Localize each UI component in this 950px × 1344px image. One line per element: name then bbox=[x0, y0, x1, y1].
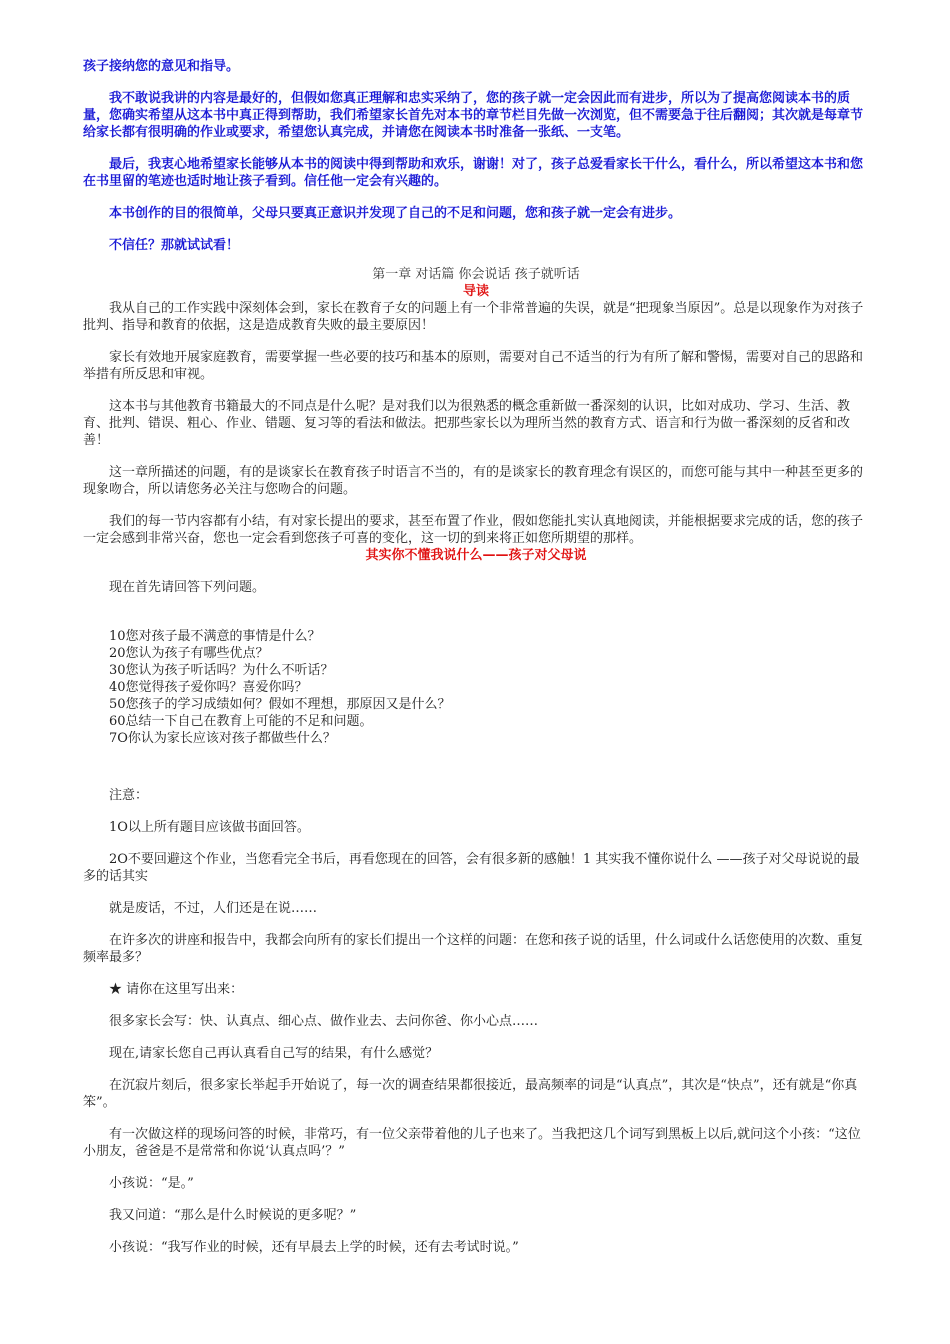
body-paragraph: 我从自己的工作实践中深刻体会到，家长在教育子女的问题上有一个非常普遍的失误，就是“把现象当原因”。总是以现象作为对孩子批判、指导和教育的依据，这是造成教育失败的最主要原因！ bbox=[83, 301, 864, 333]
dialogue-line: 小孩说：“我写作业的时候，还有早晨去上学的时候，还有去考试时说。” bbox=[109, 1240, 519, 1255]
note-paragraph: 很多家长会写：快、认真点、细心点、做作业去、去问你爸、你小心点…… bbox=[109, 1014, 539, 1029]
note-paragraph: 2O不要回避这个作业，当您看完全书后，再看您现在的回答，会有很多新的感触！1 其实我不懂你说什么 ——孩子对父母说说的最多的话其实 bbox=[83, 852, 860, 884]
blue-paragraph: 最后，我衷心地希望家长能够从本书的阅读中得到帮助和欢乐，谢谢！对了，孩子总爱看家长干什么，看什么，所以希望这本书和您在书里留的笔迹也适时地让孩子看到。信任他一定会有兴趣的。 bbox=[83, 157, 864, 189]
note-paragraph: 在许多次的讲座和报告中，我都会向所有的家长们提出一个这样的问题：在您和孩子说的话里，什么词或什么话您使用的次数、重复频率最多？ bbox=[83, 933, 864, 965]
blue-paragraph: 我不敢说我讲的内容是最好的，但假如您真正理解和忠实采纳了，您的孩子就一定会因此而有进步，所以为了提高您阅读本书的质量，您确实希望从这本书中真正得到帮助，我们希望家长首先对本书的章节栏目先做一次浏览，但不需要急于往后翻阅；其次就是每章节给家长都有很明确的作业或要求，希望您认真完成，并请您在阅读本书时准备一张纸、一支笔。 bbox=[83, 91, 864, 140]
question-item: 60总结一下自己在教育上可能的不足和问题。 bbox=[109, 714, 373, 729]
question-item: 40您觉得孩子爱你吗？喜爱你吗？ bbox=[109, 680, 308, 695]
question-list bbox=[83, 628, 869, 747]
note-paragraph: 1O以上所有题目应该做书面回答。 bbox=[109, 820, 310, 835]
body-paragraph: 我们的每一节内容都有小结，有对家长提出的要求，甚至布置了作业，假如您能扎实认真地阅读，并能根据要求完成的话，您的孩子一定会感到非常兴奋，您也一定会看到您孩子可喜的变化，这一切的到来将正如您所期望的那样。 bbox=[83, 514, 864, 546]
star-prompt: ★ 请你在这里写出来： bbox=[109, 982, 244, 997]
note-paragraph: 就是废话，不过，人们还是在说…… bbox=[109, 901, 318, 916]
question-item: 50您孩子的学习成绩如何？假如不理想，那原因又是什么？ bbox=[109, 697, 451, 712]
question-item: 10您对孩子最不满意的事情是什么？ bbox=[109, 629, 321, 644]
note-label: 注意： bbox=[109, 788, 149, 803]
body-paragraph: 家长有效地开展家庭教育，需要掌握一些必要的技巧和基本的原则，需要对自己不适当的行为有所了解和警惕，需要对自己的思路和举措有所反思和审视。 bbox=[83, 350, 864, 382]
document-page bbox=[83, 58, 869, 1256]
question-item: 30您认为孩子听话吗？为什么不听话？ bbox=[109, 663, 334, 678]
dialogue-line: 小孩说：“是。” bbox=[109, 1176, 194, 1191]
body-paragraph: 这本书与其他教育书籍最大的不同点是什么呢？是对我们以为很熟悉的概念重新做一番深刻的认识，比如对成功、学习、生活、教育、批判、错误、粗心、作业、错题、复习等的看法和做法。把那些家长以为理所当然的教育方式、语言和行为做一番深刻的反省和改善！ bbox=[83, 399, 851, 448]
question-item: 20您认为孩子有哪些优点？ bbox=[109, 646, 269, 661]
blue-paragraph: 孩子接纳您的意见和指导。 bbox=[83, 59, 240, 74]
question-item: 7O你认为家长应该对孩子都做些什么？ bbox=[109, 731, 336, 746]
guide-title: 导读 bbox=[462, 284, 489, 299]
note-paragraph: 在沉寂片刻后，很多家长举起手开始说了，每一次的调查结果都很接近，最高频率的词是“认真点”，其次是“快点”，还有就是“你真笨”。 bbox=[83, 1078, 858, 1110]
note-paragraph: 有一次做这样的现场问答的时候，非常巧，有一位父亲带着他的儿子也来了。当我把这几个词写到黑板上以后,就问这个小孩：“这位小朋友，爸爸是不是常常和你说‘认真点吗’？” bbox=[83, 1127, 861, 1159]
blue-paragraph: 本书创作的目的很简单，父母只要真正意识并发现了自己的不足和问题，您和孩子就一定会有进步。 bbox=[109, 206, 682, 221]
note-paragraph: 现在,请家长您自己再认真看自己写的结果，有什么感觉？ bbox=[109, 1046, 439, 1061]
body-paragraph: 这一章所描述的问题，有的是谈家长在教育孩子时语言不当的，有的是谈家长的教育理念有误区的，而您可能与其中一种甚至更多的现象吻合，所以请您务必关注与您吻合的问题。 bbox=[83, 465, 864, 497]
chapter-title: 第一章 对话篇 你会说话 孩子就听话 bbox=[372, 267, 580, 282]
dialogue-line: 我又问道：“那么是什么时候说的更多呢？” bbox=[109, 1208, 357, 1223]
blue-paragraph: 不信任？那就试试看！ bbox=[109, 238, 240, 253]
section-title: 其实你不懂我说什么——孩子对父母说 bbox=[365, 548, 587, 563]
intro-line: 现在首先请回答下列问题。 bbox=[109, 580, 266, 595]
